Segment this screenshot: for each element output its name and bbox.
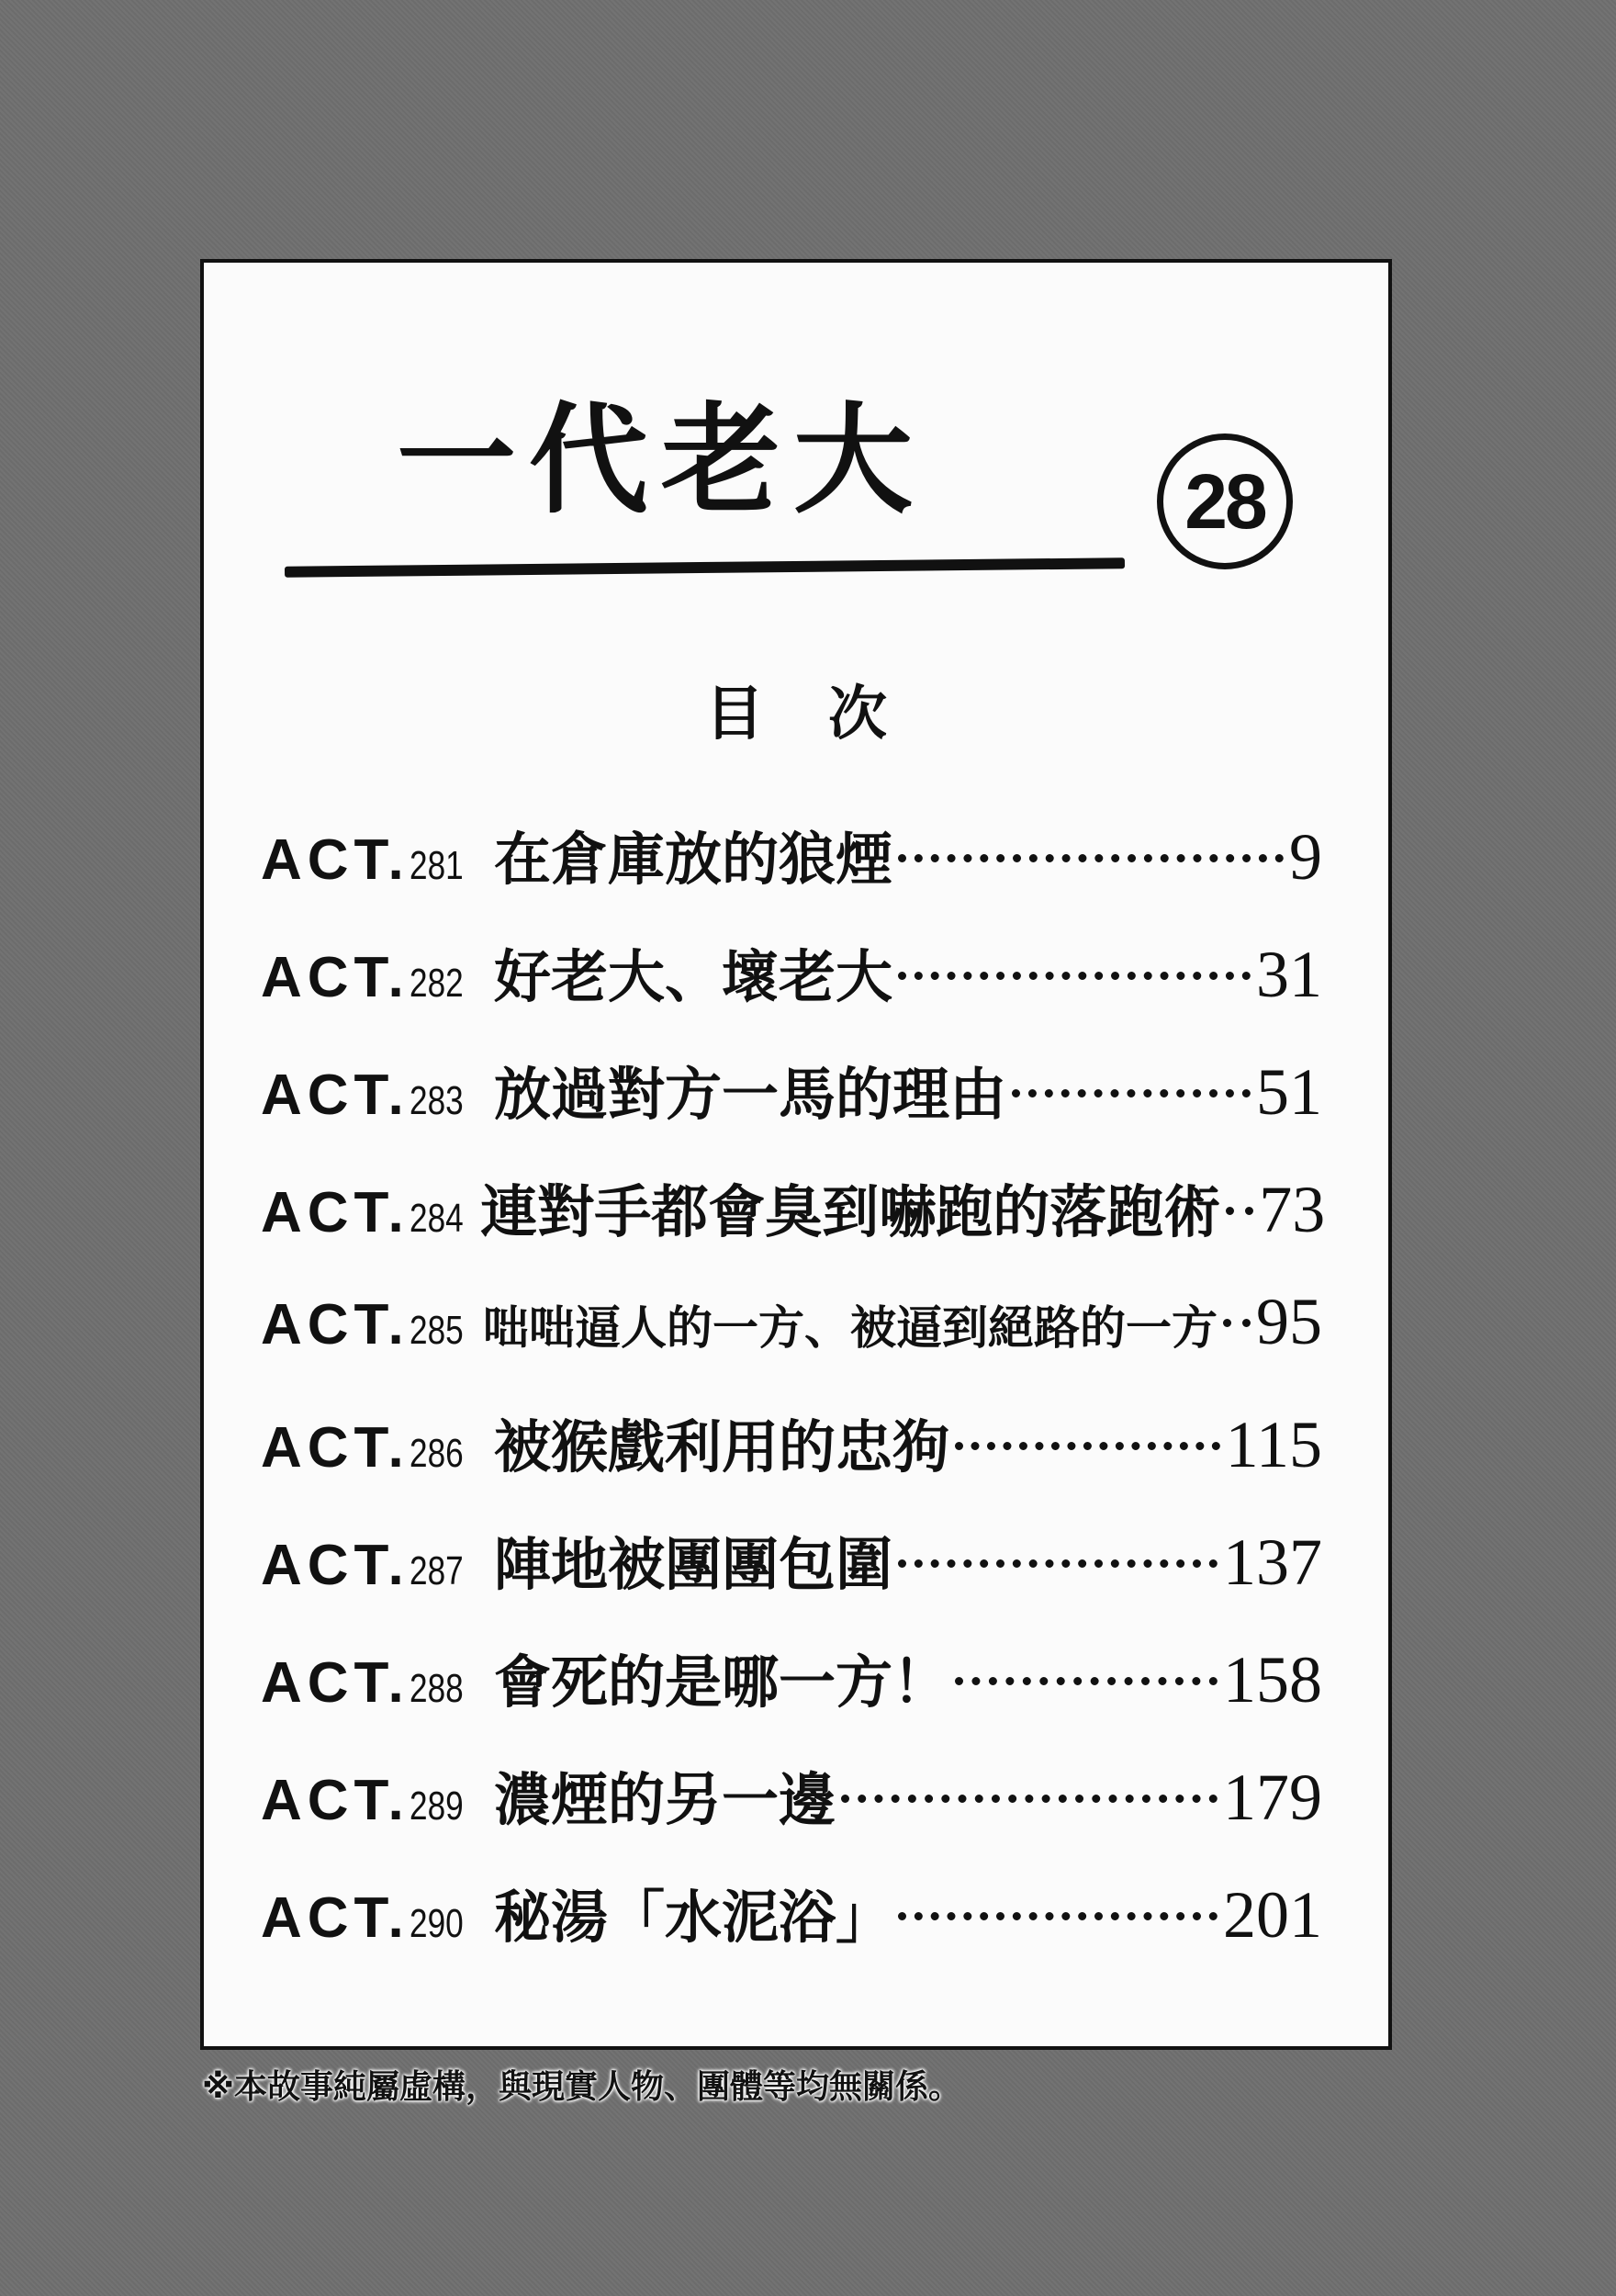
act-label: ACT.285 [261,1293,464,1356]
act-label: ACT.286 [261,1416,464,1480]
toc-heading: 目次 [705,681,951,748]
page-number: 9 [1289,820,1322,894]
page-number: 179 [1223,1761,1322,1834]
act-label: ACT.288 [261,1651,464,1715]
toc-entry[interactable] [261,1284,1322,1401]
chapter-title: 連對手都會臭到嚇跑的落跑術 [480,1178,1221,1245]
page-number: 201 [1223,1878,1322,1952]
toc-entry[interactable] [261,1637,1322,1754]
chapter-title: 好老大、壞老大 [494,943,893,1010]
toc-entry[interactable] [261,931,1322,1049]
chapter-title: 會死的是哪一方！ [494,1649,950,1716]
dot-leader [898,1912,1218,1920]
act-label: ACT.283 [261,1064,464,1127]
disclaimer: ※本故事純屬虛構，與現實人物、團體等均無關係。 [202,2068,961,2106]
act-label: ACT.289 [261,1769,464,1832]
dot-leader [1223,1319,1251,1327]
dot-leader [1012,1089,1251,1097]
page-number: 95 [1256,1285,1322,1358]
act-label: ACT.290 [261,1886,464,1950]
act-label: ACT.281 [261,828,464,892]
dot-leader [1226,1207,1253,1215]
toc-entry[interactable] [261,1754,1322,1872]
title-underline [285,557,1125,578]
chapter-title: 陣地被團團包圍 [494,1531,893,1598]
act-label: ACT.284 [261,1181,464,1244]
page-number: 137 [1223,1525,1322,1599]
page-number: 158 [1223,1643,1322,1716]
act-label: ACT.282 [261,946,464,1009]
page-number: 115 [1225,1408,1322,1481]
toc-entry[interactable] [261,1401,1322,1519]
toc-entry[interactable] [261,1519,1322,1637]
contents-panel [200,259,1392,2050]
dot-leader [898,1559,1218,1568]
toc-list [261,814,1326,1989]
dot-leader [955,1442,1220,1450]
volume-badge: 28 [1157,433,1293,569]
dot-leader [898,972,1251,980]
dot-leader [841,1795,1218,1803]
act-label: ACT.287 [261,1534,464,1597]
dot-leader [898,854,1284,862]
page-number: 51 [1256,1055,1322,1129]
page-number: 73 [1259,1173,1326,1246]
chapter-title: 秘湯「水泥浴」 [494,1884,893,1951]
toc-entry[interactable] [261,1049,1322,1166]
chapter-title: 咄咄逼人的一方、被逼到絕路的一方 [483,1300,1218,1355]
chapter-title: 濃煙的另一邊 [494,1766,836,1833]
book-title: 一代老大 [397,390,926,530]
chapter-title: 在倉庫放的狼煙 [494,826,893,893]
chapter-title: 放過對方一馬的理由 [494,1061,1007,1128]
toc-entry[interactable] [261,1872,1322,1989]
dot-leader [955,1677,1218,1685]
toc-entry[interactable] [261,814,1322,931]
page-number: 31 [1256,938,1322,1011]
chapter-title: 被猴戲利用的忠狗 [494,1413,950,1480]
toc-entry[interactable] [261,1166,1326,1284]
